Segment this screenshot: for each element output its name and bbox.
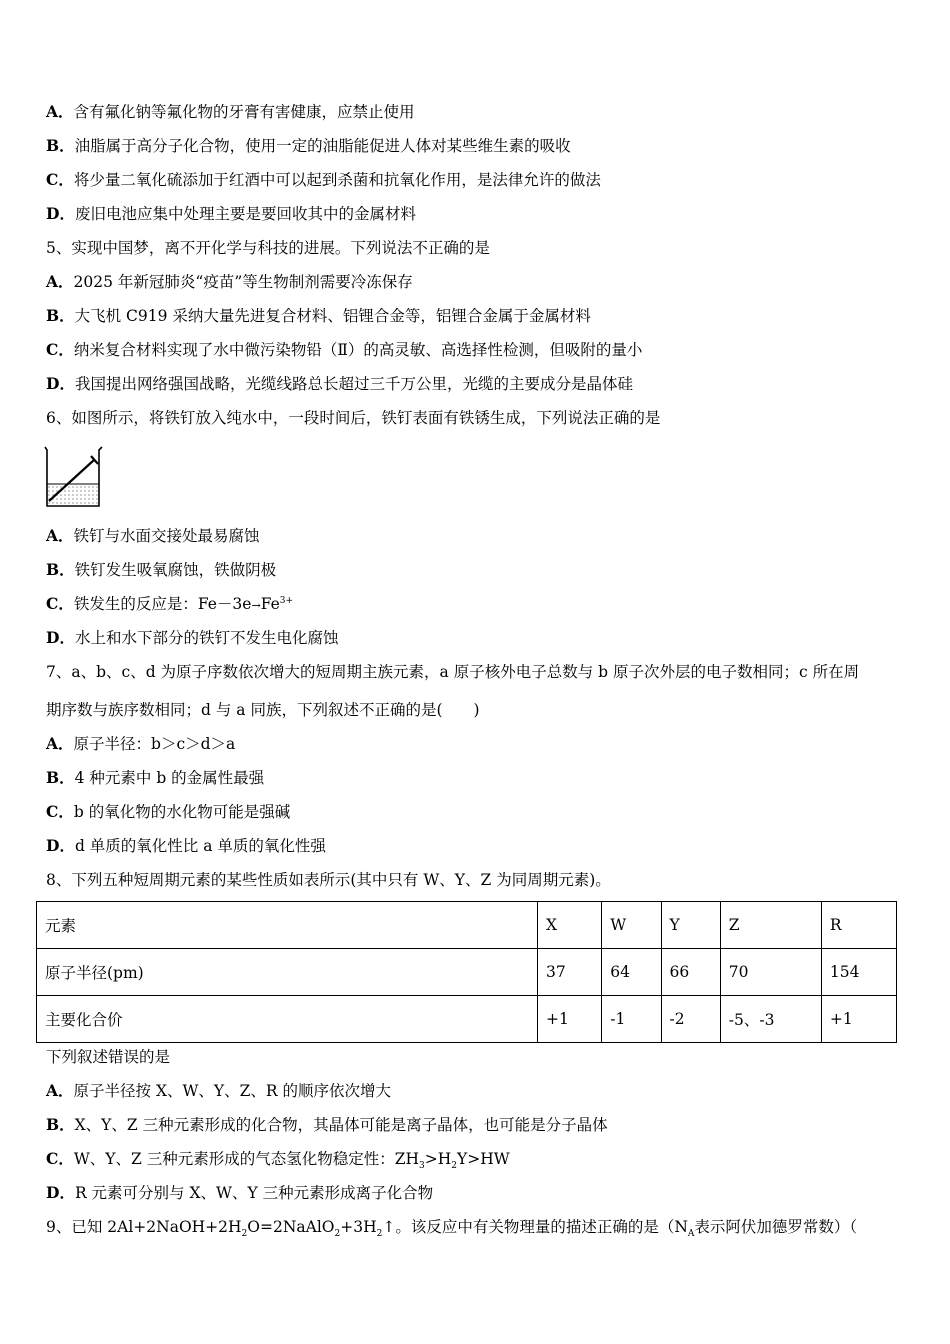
table-cell: 154 bbox=[821, 949, 896, 996]
table-header-row bbox=[37, 902, 897, 949]
q5-option-d bbox=[46, 374, 633, 394]
subscript: 3 bbox=[419, 1161, 425, 1172]
stem-text: 9、已知 2Al+2NaOH+2H bbox=[46, 1218, 242, 1236]
table-cell: R bbox=[821, 902, 896, 949]
q6-option-b bbox=[46, 560, 276, 580]
stem-text: O=2NaAlO bbox=[247, 1218, 335, 1236]
option-text: 我国提出网络强国战略，光缆线路总长超过三千万公里，光缆的主要成分是晶体硅 bbox=[74, 375, 633, 393]
q6-option-c bbox=[46, 594, 293, 616]
option-text: >H bbox=[424, 1150, 452, 1168]
subscript: 2 bbox=[334, 1229, 341, 1240]
table-cell: +1 bbox=[821, 996, 896, 1043]
q9-stem bbox=[46, 1217, 858, 1240]
option-text: 原子半径按 X、W、Y、Z、R 的顺序依次增大 bbox=[73, 1082, 392, 1100]
q8-option-d bbox=[46, 1183, 433, 1203]
stem-text: ↑。该反应中有关物理量的描述正确的是（N bbox=[382, 1218, 688, 1236]
option-text: 纳米复合材料实现了水中微污染物铅（Ⅱ）的高灵敏、高选择性检测，但吸附的量小 bbox=[73, 341, 643, 359]
table-cell: 66 bbox=[661, 949, 720, 996]
beaker-nail-figure bbox=[44, 446, 104, 508]
subscript: 2 bbox=[241, 1229, 248, 1240]
option-label: C． bbox=[46, 1149, 74, 1168]
option-label: A． bbox=[46, 1081, 74, 1100]
q8-option-a bbox=[46, 1081, 391, 1101]
subscript: 2 bbox=[376, 1229, 383, 1240]
q6-stem: 6、如图所示，将铁钉放入纯水中，一段时间后，铁钉表面有铁锈生成，下列说法正确的是 bbox=[46, 409, 661, 427]
option-text: 将少量二氧化硫添加于红酒中可以起到杀菌和抗氧化作用，是法律允许的做法 bbox=[73, 171, 601, 189]
option-text: 大飞机 C919 采纳大量先进复合材料、铝锂合金等，铝锂合金属于金属材料 bbox=[74, 307, 591, 325]
q5-option-c bbox=[46, 340, 642, 360]
table-cell: Y bbox=[661, 902, 720, 949]
option-text: Y>HW bbox=[456, 1150, 510, 1168]
table-cell: -5、-3 bbox=[720, 996, 821, 1043]
option-text: 铁钉发生吸氧腐蚀，铁做阴极 bbox=[74, 561, 277, 579]
q6-option-a bbox=[46, 526, 260, 546]
option-label: A． bbox=[46, 272, 74, 291]
q4-option-a bbox=[46, 102, 415, 122]
q7-option-c bbox=[46, 802, 290, 822]
option-label: A． bbox=[46, 526, 74, 545]
option-label: A． bbox=[46, 734, 74, 753]
q8-stem: 8、下列五种短周期元素的某些性质如表所示(其中只有 W、Y、Z 为同周期元素)。 bbox=[46, 871, 611, 889]
q5-option-a bbox=[46, 272, 413, 292]
table-cell: X bbox=[538, 902, 602, 949]
q7-stem-line2: 期序数与族序数相同；d 与 a 同族，下列叙述不正确的是( ) bbox=[46, 701, 480, 719]
table-row bbox=[37, 949, 897, 996]
q7-option-d bbox=[46, 836, 326, 856]
table-cell: 70 bbox=[720, 949, 821, 996]
option-text: 铁发生的反应是：Fe－3e bbox=[73, 595, 252, 613]
option-text: b 的氧化物的水化物可能是强碱 bbox=[73, 803, 291, 821]
q7-stem-line1: 7、a、b、c、d 为原子序数依次增大的短周期主族元素，a 原子核外电子总数与 b 原子次外层的电子数相同；c 所在周 bbox=[46, 663, 860, 681]
q4-option-d bbox=[46, 204, 416, 224]
option-label: D． bbox=[46, 836, 75, 855]
q8-option-c bbox=[46, 1149, 510, 1172]
q6-option-d bbox=[46, 628, 338, 648]
option-label: C． bbox=[46, 170, 74, 189]
table-cell: +1 bbox=[538, 996, 602, 1043]
table-cell: -2 bbox=[661, 996, 720, 1043]
q7-option-a bbox=[46, 734, 235, 754]
option-text: 原子半径：b＞c＞d＞a bbox=[73, 735, 236, 753]
table-cell: W bbox=[602, 902, 661, 949]
option-label: D． bbox=[46, 374, 75, 393]
option-label: D． bbox=[46, 1183, 75, 1202]
option-label: C． bbox=[46, 594, 74, 613]
table-cell: 64 bbox=[602, 949, 661, 996]
option-text: d 单质的氧化性比 a 单质的氧化性强 bbox=[74, 837, 326, 855]
option-label: B． bbox=[46, 1115, 75, 1134]
q5-stem: 5、实现中国梦，离不开化学与科技的进展。下列说法不正确的是 bbox=[46, 239, 490, 257]
subscript: 2 bbox=[451, 1161, 457, 1172]
option-text: W、Y、Z 三种元素形成的气态氢化物稳定性：ZH bbox=[73, 1150, 419, 1168]
reaction-arrow: → bbox=[251, 599, 261, 612]
option-label: A． bbox=[46, 102, 74, 121]
option-text: R 元素可分别与 X、W、Y 三种元素形成离子化合物 bbox=[74, 1184, 434, 1202]
option-text: 水上和水下部分的铁钉不发生电化腐蚀 bbox=[74, 629, 339, 647]
option-text: 2025 年新冠肺炎“疫苗”等生物制剂需要冷冻保存 bbox=[73, 273, 413, 291]
stem-text: 表示阿伏加德罗常数）（ bbox=[694, 1218, 858, 1236]
option-label: C． bbox=[46, 802, 74, 821]
q4-option-c bbox=[46, 170, 601, 190]
table-row bbox=[37, 996, 897, 1043]
option-text: 废旧电池应集中处理主要是要回收其中的金属材料 bbox=[74, 205, 416, 223]
q8-option-b bbox=[46, 1115, 608, 1135]
option-label: B． bbox=[46, 136, 75, 155]
option-label: B． bbox=[46, 768, 75, 787]
option-label: B． bbox=[46, 306, 75, 325]
table-cell: -1 bbox=[602, 996, 661, 1043]
table-cell: 元素 bbox=[37, 902, 538, 949]
table-cell: 主要化合价 bbox=[37, 996, 538, 1043]
table-cell: 37 bbox=[538, 949, 602, 996]
table-cell: Z bbox=[720, 902, 821, 949]
option-text: 油脂属于高分子化合物，使用一定的油脂能促进人体对某些维生素的吸收 bbox=[74, 137, 571, 155]
charge: 3+ bbox=[279, 595, 294, 606]
option-label: D． bbox=[46, 628, 75, 647]
option-label: D． bbox=[46, 204, 75, 223]
q4-option-b bbox=[46, 136, 571, 156]
subscript: A bbox=[687, 1229, 695, 1240]
option-label: C． bbox=[46, 340, 74, 359]
q5-option-b bbox=[46, 306, 591, 326]
option-text: 铁钉与水面交接处最易腐蚀 bbox=[73, 527, 260, 545]
option-text: X、Y、Z 三种元素形成的化合物，其晶体可能是离子晶体，也可能是分子晶体 bbox=[74, 1116, 608, 1134]
product: Fe bbox=[260, 595, 280, 613]
option-text: 4 种元素中 b 的金属性最强 bbox=[74, 769, 265, 787]
q8-after-text: 下列叙述错误的是 bbox=[46, 1048, 171, 1066]
element-properties-table bbox=[36, 901, 897, 1043]
table-cell: 原子半径(pm) bbox=[37, 949, 538, 996]
option-label: B． bbox=[46, 560, 75, 579]
option-text: 含有氟化钠等氟化物的牙膏有害健康，应禁止使用 bbox=[73, 103, 415, 121]
q7-option-b bbox=[46, 768, 264, 788]
stem-text: +3H bbox=[340, 1218, 377, 1236]
